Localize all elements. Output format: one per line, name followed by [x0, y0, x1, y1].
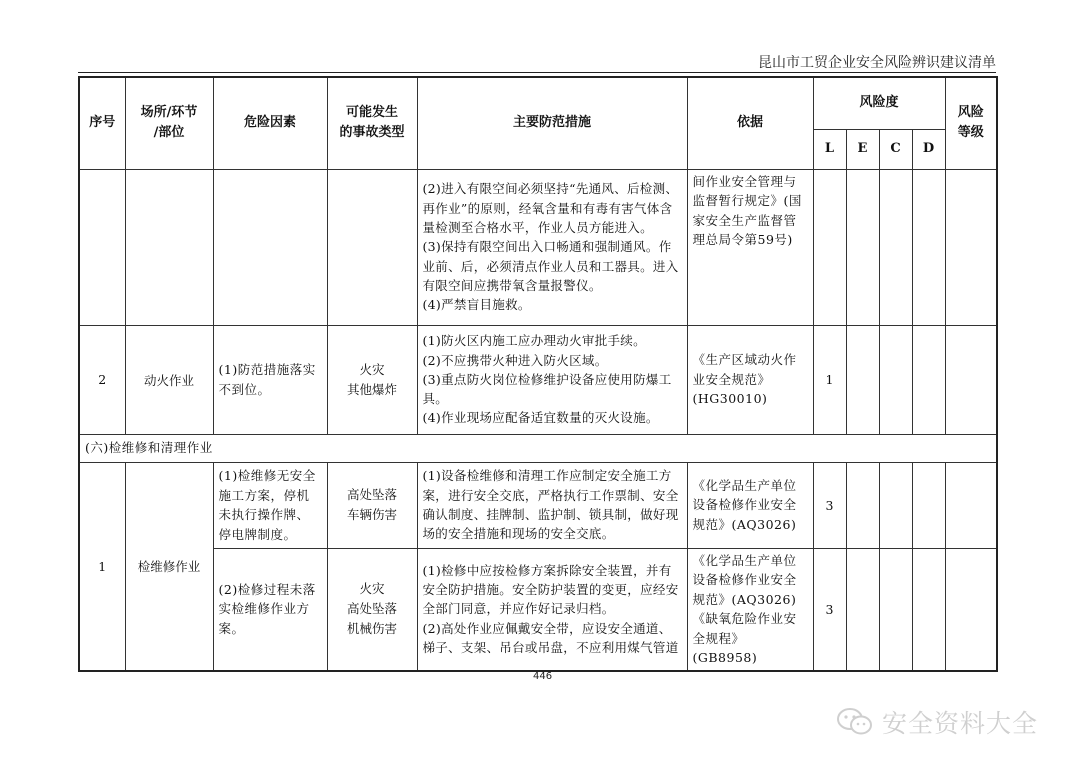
cell-level	[945, 325, 997, 434]
cell-basis: 间作业安全管理与监督暂行规定》(国家安全生产监督管理总局令第59号)	[687, 169, 813, 325]
cell-C	[879, 462, 912, 548]
header-measures: 主要防范措施	[417, 77, 687, 169]
cell-basis: 《化学品生产单位设备检修作业安全规范》(AQ3026)	[687, 462, 813, 548]
cell-measures	[417, 325, 687, 434]
cell-accident: 高处坠落 车辆伤害	[327, 462, 417, 548]
table-row	[79, 548, 997, 671]
section-title: (六)检维修和清理作业	[79, 434, 997, 462]
measure-item: (4)严禁盲目施救。	[422, 297, 531, 313]
cell-D	[912, 548, 945, 671]
measure-item: (2)不应携带火种进入防火区域。	[422, 352, 608, 368]
cell-E	[846, 548, 879, 671]
cell-L: 3	[813, 548, 846, 671]
cell-seq	[79, 169, 125, 325]
wechat-icon	[836, 707, 874, 737]
cell-location: 检维修作业	[125, 462, 213, 671]
table-row	[79, 325, 997, 434]
header-risk-level: 风险 等级	[945, 77, 997, 169]
cell-L: 1	[813, 325, 846, 434]
cell-L	[813, 169, 846, 325]
cell-hazard: (1)检维修无安全施工方案，停机未执行操作牌、停电牌制度。	[213, 462, 327, 548]
cell-L: 3	[813, 462, 846, 548]
cell-accident: 火灾 高处坠落 机械伤害	[327, 548, 417, 671]
measure-item: (4)作业现场应配备适宜数量的灭火设施。	[422, 410, 659, 426]
measure-item: (3)重点防火岗位检修维护设备应使用防爆工具。	[422, 371, 672, 407]
watermark	[836, 704, 1038, 740]
header-risk-degree: 风险度	[813, 77, 945, 129]
watermark-text: 安全资料大全	[882, 709, 1039, 738]
document-title: 昆山市工贸企业安全风险辨识建议清单	[758, 55, 996, 71]
header-location: 场所/环节 /部位	[125, 77, 213, 169]
cell-level	[945, 462, 997, 548]
cell-accident	[327, 169, 417, 325]
header-C: C	[879, 129, 912, 169]
measure-item: (1)检修中应按检修方案拆除安全装置，并有安全防护措施。安全防护装置的变更，应经安全部门同意，并应作好记录归档。	[422, 562, 679, 617]
cell-measures	[417, 548, 687, 671]
cell-hazard	[213, 169, 327, 325]
cell-basis: 《生产区域动火作业安全规范》(HG30010)	[687, 325, 813, 434]
cell-C	[879, 548, 912, 671]
section-row	[79, 434, 997, 462]
header-seq: 序号	[79, 77, 125, 169]
header-E: E	[846, 129, 879, 169]
header-L: L	[813, 129, 846, 169]
measure-item: (1)设备检维修和清理工作应制定安全施工方案，进行安全交底，严格执行工作票制、安全确认制度、挂牌制、监护制、锁具制，做好现场的安全措施和现场的安全交底。	[422, 468, 679, 542]
header-rule	[78, 72, 996, 73]
cell-seq: 2	[79, 325, 125, 434]
cell-accident: 火灾 其他爆炸	[327, 325, 417, 434]
measure-item: (1)防火区内施工应办理动火审批手续。	[422, 333, 646, 349]
cell-level	[945, 169, 997, 325]
cell-E	[846, 169, 879, 325]
cell-C	[879, 325, 912, 434]
cell-location	[125, 169, 213, 325]
cell-D	[912, 169, 945, 325]
cell-E	[846, 325, 879, 434]
measure-item: (2)进入有限空间必须坚持“先通风、后检测、再作业”的原则，经氧含量和有毒有害气体含量检测至合格水平，作业人员方能进入。	[422, 181, 679, 236]
cell-seq: 1	[79, 462, 125, 671]
cell-measures	[417, 462, 687, 548]
cell-C	[879, 169, 912, 325]
cell-location: 动火作业	[125, 325, 213, 434]
cell-D	[912, 462, 945, 548]
header-accident-type: 可能发生 的事故类型	[327, 77, 417, 169]
measure-item: (3)保持有限空间出入口畅通和强制通风。作业前、后，必须清点作业人员和工器具。进入有限空间应携带氧含量报警仪。	[422, 239, 679, 293]
page-number: 446	[533, 671, 553, 682]
cell-hazard: (1)防范措施落实不到位。	[213, 325, 327, 434]
risk-table	[78, 76, 998, 672]
header-D: D	[912, 129, 945, 169]
cell-hazard: (2)检修过程未落实检维修作业方案。	[213, 548, 327, 671]
cell-level	[945, 548, 997, 671]
table-row	[79, 462, 997, 548]
measure-item: (2)高处作业应佩戴安全带，应设安全通道、梯子、支架、吊台或吊盘，不应利用煤气管道	[422, 620, 679, 655]
cell-E	[846, 462, 879, 548]
table-row	[79, 169, 997, 325]
cell-D	[912, 325, 945, 434]
cell-measures	[417, 169, 687, 325]
cell-basis: 《化学品生产单位设备检修作业安全规范》(AQ3026)《缺氧危险作业安全规程》(GB8958)	[687, 548, 813, 671]
header-basis: 依据	[687, 77, 813, 169]
header-hazard: 危险因素	[213, 77, 327, 169]
